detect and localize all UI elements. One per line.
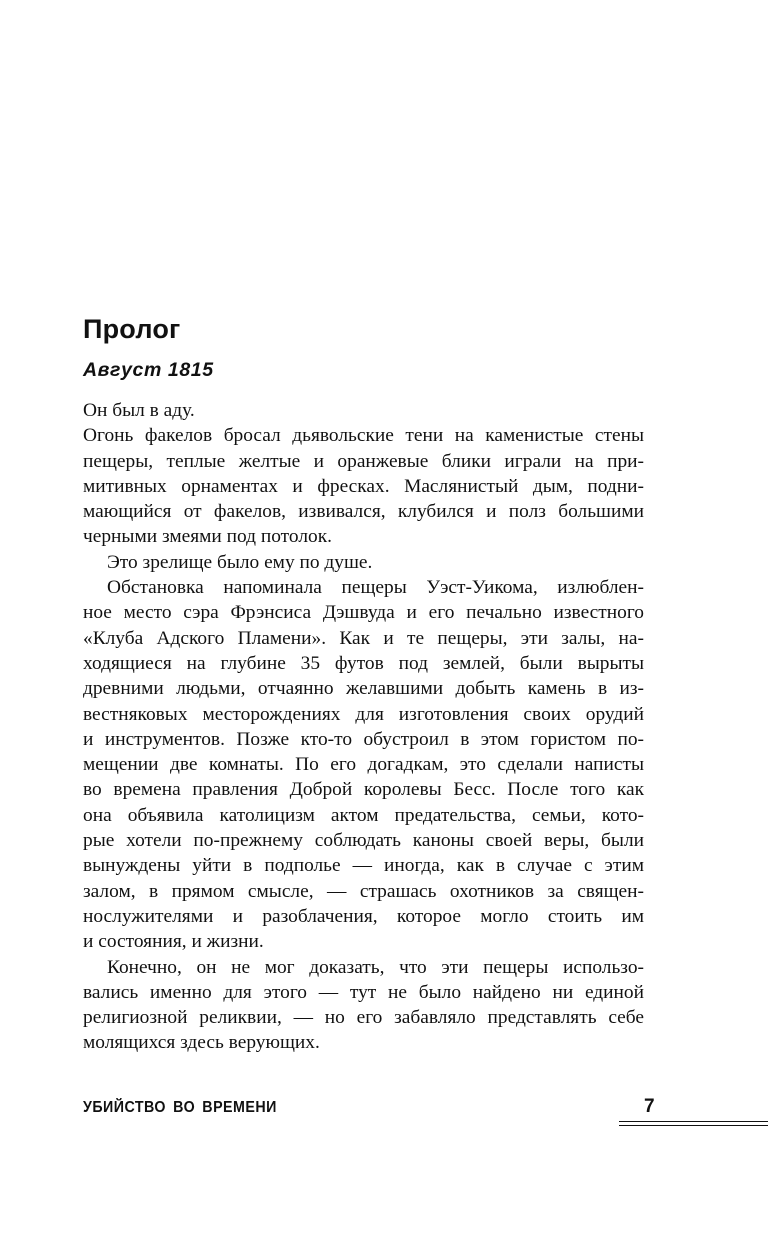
body-line: Он был в аду.	[83, 400, 195, 421]
body-line: древними людьми, отчаянно желавшими добыть камень в из-	[83, 678, 644, 700]
body-line: ное место сэра Фрэнсиса Дэшвуда и его печально известного	[83, 602, 644, 624]
body-line: Обстановка напоминала пещеры Уэст-Уикома, излюблен-	[107, 577, 644, 599]
body-line: молящихся здесь верующих.	[83, 1032, 320, 1054]
body-line: митивных орнаментах и фресках. Маслянистый дым, подни-	[83, 475, 644, 497]
body-line: Конечно, он не мог доказать, что эти пещеры использо-	[107, 956, 644, 978]
body-line: религиозной реликвии, — но его забавляло представлять себе	[83, 1007, 644, 1029]
body-line: и инструментов. Позже кто-то обустроил в этом гористом по-	[83, 728, 644, 750]
body-line: вынуждены уйти в подполье — иногда, как в случае с этим	[83, 855, 644, 877]
body-line: она объявила католицизм актом предательства, семьи, кото-	[83, 804, 644, 826]
body-line: Это зрелище было ему по душе.	[107, 551, 373, 573]
body-line: рые хотели по-прежнему соблюдать каноны своей веры, были	[83, 830, 644, 852]
body-line: нослужителями и разоблачения, которое могло стоить им	[83, 905, 644, 927]
body-line: во времена правления Доброй королевы Бесс. После того как	[83, 779, 644, 801]
footer-rule	[619, 1125, 768, 1126]
chapter-title: Пролог	[83, 314, 181, 344]
body-line: залом, в прямом смысле, — страшась охотников за священ-	[83, 880, 644, 902]
body-line: ходящиеся на глубине 35 футов под землей, были вырыты	[83, 652, 644, 674]
body-line: и состояния, и жизни.	[83, 931, 264, 953]
chapter-date: Август 1815	[83, 359, 214, 381]
body-line: мещении две комнаты. По его догадкам, это сделали написты	[83, 754, 644, 776]
body-line: черными змеями под потолок.	[83, 526, 332, 548]
body-line: вались именно для этого — тут не было найдено ни единой	[83, 981, 644, 1003]
body-line: мающийся от факелов, извивался, клубился и полз большими	[83, 501, 644, 523]
body-text	[83, 398, 644, 1056]
running-footer-title: УБИЙСТВО ВО ВРЕМЕНИ	[83, 1099, 277, 1116]
body-line: «Клуба Адского Пламени». Как и те пещеры, эти залы, на-	[83, 627, 644, 649]
footer-rule	[619, 1121, 768, 1122]
body-line: Огонь факелов бросал дьявольские тени на каменистые стены	[83, 425, 644, 447]
page-number: 7	[644, 1096, 655, 1117]
body-line: пещеры, теплые желтые и оранжевые блики играли на при-	[83, 450, 644, 472]
body-line: вестняковых месторождениях для изготовления своих орудий	[83, 703, 644, 725]
